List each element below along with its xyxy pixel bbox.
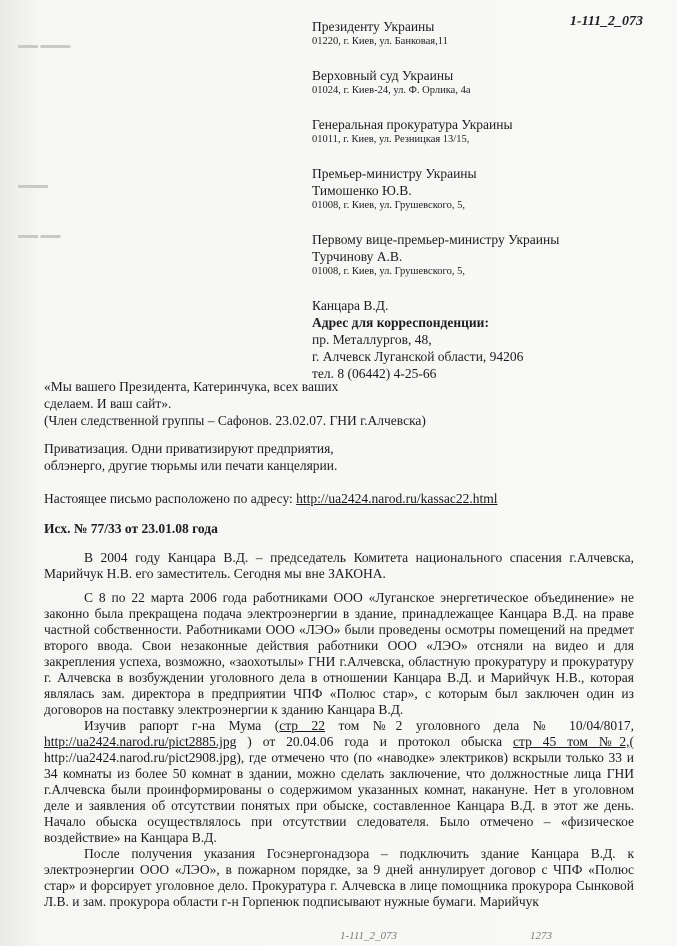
- recipient-line: Турчинову А.В.: [312, 249, 403, 264]
- quote-attribution: (Член следственной группы – Сафонов. 23.02.07. ГНИ г.Алчевска): [44, 413, 426, 428]
- recipient-prime-minister: [312, 165, 559, 213]
- sender-address-line: пр. Металлургов, 48,: [312, 332, 432, 347]
- document-code: 1-111_2_073: [569, 14, 643, 29]
- paragraph: [44, 718, 634, 846]
- outgoing-reference: Исх. № 77/33 от 23.01.08 года: [44, 521, 218, 536]
- recipient-line: Первому вице-премьер-министру Украины: [312, 232, 560, 247]
- recipients-block: [312, 18, 559, 400]
- recipient-line: Тимошенко Ю.В.: [312, 183, 412, 198]
- recipient-address: 01024, г. Киев-24, ул. Ф. Орлика, 4а: [312, 85, 471, 96]
- footer-code: 1-111_2_073: [340, 930, 398, 942]
- bleed-through-mark: ▬▬ ▬▬: [18, 230, 61, 241]
- paragraph: С 8 по 22 марта 2006 года работниками ООО «Луганское энергетическое объединение» не законно была прекращена подача электроэнергии в здание, принадлежащее Канцара В.Д. на праве частной собственности. Работниками ООО «ЛЭО» были проведены осмотры помещений на предмет второго ввода. Свои незаконные действия работники ООО «ЛЭО» отсняли на видео и для закрепления успеха, возможно, «заохотылы» ГНИ г.Алчевска, областную прокуратуру и прокуратуру г. Алчевска в возбуждении уголовного дела в отношении Канцара В.Д. и Марийчук Н.В., которая являлась зам. директора в предприятии ЧПФ «Полюс стар», с которым был заключен один из договоров на поставку электроэнергии к зданию Канцара В.Д.: [44, 590, 634, 717]
- recipient-vice-prime-minister: [312, 231, 559, 279]
- recipient-line: Генеральная прокуратура Украины: [312, 117, 513, 132]
- letter-body: [44, 550, 634, 910]
- recipient-prosecutor: [312, 116, 559, 147]
- sender-address-line: г. Алчевск Луганской области, 94206: [312, 349, 524, 364]
- quote-line: сделаем. И ваш сайт».: [44, 396, 172, 411]
- paragraph-text: том №2 уголовного дела № 10/04/8017,: [325, 718, 635, 733]
- image-link[interactable]: http://ua2424.narod.ru/pict2885.jpg: [44, 734, 237, 749]
- paragraph: В 2004 году Канцара В.Д. – председатель Комитета национального спасения г.Алчевска, Марийчук Н.В. его заместитель. Сегодня мы вне ЗАКОНА.: [44, 550, 634, 581]
- page-ref-link[interactable]: стр 45 том №2,: [513, 734, 630, 749]
- recipient-line: Президенту Украины: [312, 19, 435, 34]
- recipient-address: 01008, г. Киев, ул. Грушевского, 5,: [312, 200, 465, 211]
- privatization-line: облэнерго, другие тюрьмы или печати канцелярии.: [44, 458, 338, 473]
- location-line: [44, 490, 634, 507]
- recipient-supreme-court: [312, 67, 559, 98]
- paragraph-text: Изучив рапорт г-на Мума (: [84, 718, 280, 733]
- privatization-line: Приватизация. Одни приватизируют предприятия,: [44, 441, 334, 456]
- recipient-address: 01008, г. Киев, ул. Грушевского, 5,: [312, 266, 465, 277]
- privatization-block: [44, 440, 634, 474]
- recipient-address: 01011, г. Киев, ул. Резницкая 13/15,: [312, 134, 470, 145]
- footer-page-number: 1273: [530, 930, 552, 942]
- sender-phone: тел. 8 (06442) 4-25-66: [312, 366, 437, 381]
- paragraph: После получения указания Госэнергонадзора – подключить здание Канцара В.Д. к электроэнергии ООО «ЛЭО», в пожарном порядке, за 9 дней аннулирует договор с ЧПФ «Полюс стар» и форсирует уголовное дело. Прокуратура г. Алчевска в лице помощника прокурора Сынковой Л.В. и зам. прокурора области г-н Горпенюк подписывают нужные бумаги. Марийчук: [44, 846, 634, 909]
- bleed-through-mark: ▬▬ ▬▬▬: [18, 40, 71, 51]
- sender-address-label: Адрес для корреспонденции:: [312, 315, 489, 330]
- recipient-line: Верховный суд Украины: [312, 68, 454, 83]
- sender-name: Канцара В.Д.: [312, 298, 389, 313]
- location-url-link[interactable]: http://ua2424.narod.ru/kassac22.html: [296, 491, 498, 506]
- bleed-through-mark: ▬▬▬: [18, 180, 48, 191]
- quote-line: «Мы вашего Президента, Катеринчука, всех ваших: [44, 379, 339, 394]
- sender-block: [312, 297, 559, 382]
- paragraph-text: ( http://ua2424.narod.ru/pict2908.jpg), где отмечено что (по «наводке» электриков) вскрыли только 33 и 34 комнаты из более 50 комнат в здании, можно сделать заключение, что должностные лица ГНИ г.Алчевска были проинформированы о содержимом указанных комнат, накануне. Нет в уголовном деле и заявления об отсутствии понятых при обыске, составленное Канцара В.Д. в этот же день. Начало обыска осуществлялось при отсутствии следователя. Было отмечено – «физическое воздействие» на Канцара В.Д.: [44, 734, 634, 845]
- recipient-line: Премьер-министру Украины: [312, 166, 477, 181]
- location-prefix: Настоящее письмо расположено по адресу:: [44, 491, 297, 506]
- recipient-address: 01220, г. Киев, ул. Банковая,11: [312, 36, 448, 47]
- recipient-president: [312, 18, 559, 49]
- paragraph-text: ) от 20.04.06 года и протокол обыска: [236, 734, 514, 749]
- page-ref-link[interactable]: стр 22: [279, 718, 326, 733]
- quote-block: [44, 378, 634, 429]
